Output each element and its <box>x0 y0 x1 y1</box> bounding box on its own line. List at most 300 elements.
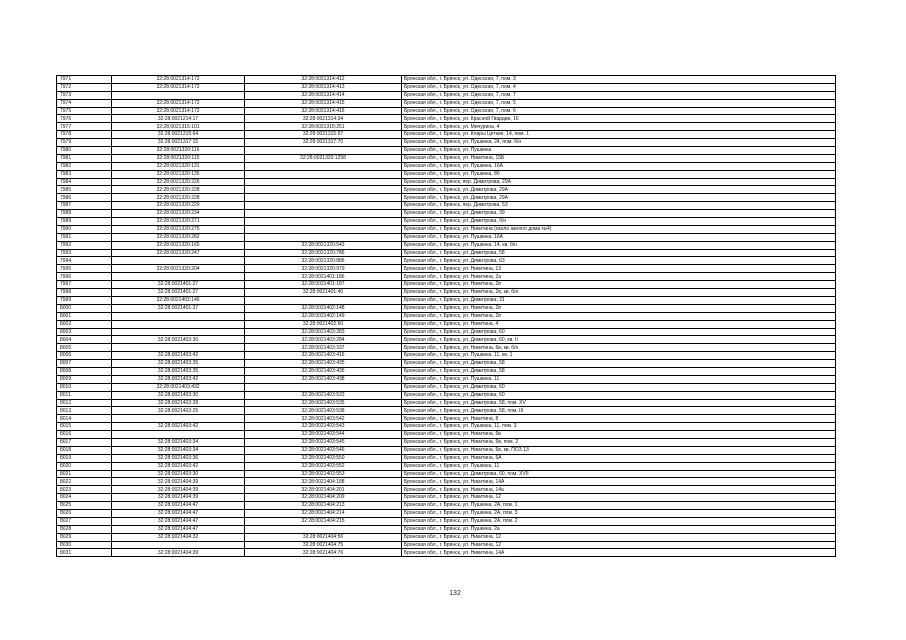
object-cadastral-number-cell: 32:28:0021403:550 <box>245 454 402 462</box>
address-cell: Брянская обл., г. Брянск, ул. Димитрова, 29А <box>402 194 836 202</box>
parcel-cadastral-number-cell: 32:28:0021320:116 <box>112 147 245 155</box>
address-cell: Брянская обл., г. Брянск, ул. Димитрова, 39 <box>402 210 836 218</box>
object-cadastral-number-cell: 32:28:0021404:209 <box>245 494 402 502</box>
object-cadastral-number-cell <box>245 186 402 194</box>
row-number-cell: 8025 <box>57 502 112 510</box>
object-cadastral-number-cell: 32:28:0021403:284 <box>245 336 402 344</box>
parcel-cadastral-number-cell: 32:28:0021403:432 <box>112 383 245 391</box>
object-cadastral-number-cell <box>245 194 402 202</box>
object-cadastral-number-cell <box>245 210 402 218</box>
address-cell: Брянская обл., г. Брянск, ул. Никитина (около жилого дома №4) <box>402 225 836 233</box>
address-cell: Брянская обл., г. Брянск, пер. Димитрова, 53 <box>402 202 836 210</box>
row-number-cell: 8002 <box>57 320 112 328</box>
address-cell: Брянская обл., г. Брянск, ул. Димитрова, 29А <box>402 186 836 194</box>
row-number-cell: 7990 <box>57 225 112 233</box>
parcel-cadastral-number-cell <box>112 320 245 328</box>
table-row <box>57 446 836 454</box>
table-row <box>57 328 836 336</box>
object-cadastral-number-cell <box>245 147 402 155</box>
table-row <box>57 241 836 249</box>
table-row <box>57 265 836 273</box>
parcel-cadastral-number-cell <box>112 431 245 439</box>
address-cell: Брянская обл., г. Брянск, ул. Пушкина, 11 <box>402 462 836 470</box>
address-cell: Брянская обл., г. Брянск, ул. Пушкина, 2А, пом. 2 <box>402 517 836 525</box>
object-cadastral-number-cell: 32:28:0021315:97 <box>245 131 402 139</box>
table-row <box>57 99 836 107</box>
table-row <box>57 533 836 541</box>
parcel-cadastral-number-cell: 32:28:0021404:39 <box>112 478 245 486</box>
address-cell: Брянская обл., г. Брянск, ул. Никитина, 6в, кв. б/н <box>402 344 836 352</box>
parcel-cadastral-number-cell: 32:28:0021320:271 <box>112 218 245 226</box>
address-cell: Брянская обл., г. Брянск, ул. Красной Гвардии, 16 <box>402 115 836 123</box>
object-cadastral-number-cell: 32:28:0021401:40 <box>245 289 402 297</box>
object-cadastral-number-cell: 32:28:0021403:283 <box>245 328 402 336</box>
address-cell: Брянская обл., г. Брянск, ул. Никитина, 2а <box>402 273 836 281</box>
parcel-cadastral-number-cell <box>112 91 245 99</box>
object-cadastral-number-cell <box>245 383 402 391</box>
object-cadastral-number-cell: 32:28:0021314:413 <box>245 83 402 91</box>
address-cell: Брянская обл., г. Брянск, ул. Никитина, 6А <box>402 454 836 462</box>
table-row <box>57 502 836 510</box>
table-row <box>57 462 836 470</box>
object-cadastral-number-cell: 32:28:0021403:544 <box>245 431 402 439</box>
address-cell: Брянская обл., г. Брянск, ул. Пушкина, 2А, пом. 3 <box>402 509 836 517</box>
row-number-cell: 8003 <box>57 328 112 336</box>
table-row <box>57 367 836 375</box>
table-row <box>57 383 836 391</box>
row-number-cell: 8026 <box>57 509 112 517</box>
row-number-cell: 8021 <box>57 470 112 478</box>
table-row <box>57 415 836 423</box>
address-cell: Брянская обл., г. Брянск, ул. Димитрова, 58, пом. III <box>402 407 836 415</box>
object-cadastral-number-cell: 32:28:0021403:533 <box>245 391 402 399</box>
table-row <box>57 336 836 344</box>
parcel-cadastral-number-cell: 32:28:0021320:229 <box>112 202 245 210</box>
address-cell: Брянская обл., г. Брянск, ул. Никитина, 12 <box>402 533 836 541</box>
object-cadastral-number-cell: 32:28:0021404:56 <box>245 533 402 541</box>
row-number-cell: 8023 <box>57 486 112 494</box>
address-cell: Брянская обл., г. Брянск, ул. Димитрова, 60 <box>402 328 836 336</box>
address-cell: Брянская обл., г. Брянск, ул. Никитина, 4 <box>402 320 836 328</box>
parcel-cadastral-number-cell: 32:28:0021317:15 <box>112 139 245 147</box>
parcel-cadastral-number-cell <box>112 312 245 320</box>
table-row <box>57 131 836 139</box>
table-row <box>57 549 836 557</box>
object-cadastral-number-cell <box>245 178 402 186</box>
address-cell: Брянская обл., г. Брянск, ул. Никитина, 14а <box>402 486 836 494</box>
row-number-cell: 7991 <box>57 233 112 241</box>
address-cell: Брянская обл., г. Брянск, ул. Пушкина, 11, пом. 3 <box>402 423 836 431</box>
row-number-cell: 7974 <box>57 99 112 107</box>
row-number-cell: 8011 <box>57 391 112 399</box>
parcel-cadastral-number-cell: 32:28:0021401:27 <box>112 289 245 297</box>
row-number-cell: 8027 <box>57 517 112 525</box>
object-cadastral-number-cell: 32:28:0021320:886 <box>245 257 402 265</box>
parcel-cadastral-number-cell: 32:28:0021401:27 <box>112 281 245 289</box>
address-cell: Брянская обл., г. Брянск, ул. Одесская, 7, пом. 4 <box>402 83 836 91</box>
address-cell: Брянская обл., г. Брянск, ул. Пушкина, 14, кв. б/н <box>402 241 836 249</box>
row-number-cell: 8017 <box>57 438 112 446</box>
row-number-cell: 7996 <box>57 273 112 281</box>
table-row <box>57 91 836 99</box>
address-cell: Брянская обл., г. Брянск, ул. Пушкина, 16А <box>402 233 836 241</box>
table-row <box>57 525 836 533</box>
object-cadastral-number-cell: 32:28:0021404:75 <box>245 541 402 549</box>
address-cell: Брянская обл., г. Брянск, ул. Пушкина, 16А <box>402 162 836 170</box>
parcel-cadastral-number-cell: 32:28:0021320:165 <box>112 241 245 249</box>
row-number-cell: 8016 <box>57 431 112 439</box>
object-cadastral-number-cell: 32:28:0021320:1258 <box>245 154 402 162</box>
object-cadastral-number-cell: 32:28:0021315:251 <box>245 123 402 131</box>
address-cell: Брянская обл., г. Брянск, ул. Пушкина, 11 <box>402 375 836 383</box>
parcel-cadastral-number-cell: 32:28:0021402:146 <box>112 296 245 304</box>
table-row <box>57 170 836 178</box>
parcel-cadastral-number-cell: 32:28:0021320:234 <box>112 210 245 218</box>
parcel-cadastral-number-cell: 32:28:0021403:30 <box>112 391 245 399</box>
table-row <box>57 423 836 431</box>
object-cadastral-number-cell: 32:28:0021403:438 <box>245 375 402 383</box>
parcel-cadastral-number-cell: 32:28:0021403:42 <box>112 352 245 360</box>
row-number-cell: 7999 <box>57 296 112 304</box>
object-cadastral-number-cell <box>245 296 402 304</box>
object-cadastral-number-cell <box>245 525 402 533</box>
address-cell: Брянская обл., г. Брянск, ул. Никитина, 14А <box>402 549 836 557</box>
object-cadastral-number-cell <box>245 233 402 241</box>
parcel-cadastral-number-cell: 32:28:0021404:39 <box>112 494 245 502</box>
row-number-cell: 8031 <box>57 549 112 557</box>
object-cadastral-number-cell: 32:28:0021401:186 <box>245 273 402 281</box>
row-number-cell: 7988 <box>57 210 112 218</box>
address-cell: Брянская обл., г. Брянск, ул. Никитина, 2в <box>402 281 836 289</box>
table-row <box>57 194 836 202</box>
table-row <box>57 115 836 123</box>
row-number-cell: 8014 <box>57 415 112 423</box>
parcel-cadastral-number-cell: 32:28:0021403:34 <box>112 438 245 446</box>
parcel-cadastral-number-cell <box>112 415 245 423</box>
table-row <box>57 375 836 383</box>
row-number-cell: 7975 <box>57 107 112 115</box>
object-cadastral-number-cell: 32:28:0021403:436 <box>245 367 402 375</box>
object-cadastral-number-cell: 32:28:0021404:213 <box>245 502 402 510</box>
parcel-cadastral-number-cell: 32:28:0021403:42 <box>112 423 245 431</box>
address-cell: Брянская обл., г. Брянск, ул. Пушкина <box>402 147 836 155</box>
table-row <box>57 107 836 115</box>
table-row <box>57 478 836 486</box>
address-cell: Брянская обл., г. Брянск, ул. Никитина, 6в <box>402 431 836 439</box>
address-cell: Брянская обл., г. Брянск, ул. Димитрова, 60, кв. II <box>402 336 836 344</box>
table-row <box>57 83 836 91</box>
parcel-cadastral-number-cell: 32:28:0021404:47 <box>112 517 245 525</box>
table-row <box>57 123 836 131</box>
object-cadastral-number-cell: 32:28:0021402:60 <box>245 320 402 328</box>
row-number-cell: 8030 <box>57 541 112 549</box>
address-cell: Брянская обл., г. Брянск, ул. Димитрова, 60, пом. XVII <box>402 470 836 478</box>
parcel-cadastral-number-cell: 32:28:0021404:47 <box>112 525 245 533</box>
parcel-cadastral-number-cell: 32:28:0021315:64 <box>112 131 245 139</box>
object-cadastral-number-cell: 32:28:0021404:76 <box>245 549 402 557</box>
parcel-cadastral-number-cell: 32:28:0021214:17 <box>112 115 245 123</box>
parcel-cadastral-number-cell: 32:28:0021320:228 <box>112 194 245 202</box>
row-number-cell: 8007 <box>57 360 112 368</box>
row-number-cell: 7979 <box>57 139 112 147</box>
row-number-cell: 7976 <box>57 115 112 123</box>
parcel-cadastral-number-cell <box>112 328 245 336</box>
parcel-cadastral-number-cell: 32:28:0021403:35 <box>112 360 245 368</box>
row-number-cell: 7981 <box>57 154 112 162</box>
row-number-cell: 8012 <box>57 399 112 407</box>
object-cadastral-number-cell: 32:28:0021403:538 <box>245 407 402 415</box>
parcel-cadastral-number-cell: 32:28:0021404:39 <box>112 549 245 557</box>
address-cell: Брянская обл., г. Брянск, ул. Пушкина, 8б <box>402 170 836 178</box>
row-number-cell: 7993 <box>57 249 112 257</box>
table-row <box>57 360 836 368</box>
address-cell: Брянская обл., г. Брянск, пер. Димитрова, 29А <box>402 178 836 186</box>
row-number-cell: 8015 <box>57 423 112 431</box>
object-cadastral-number-cell: 32:28:0021403:435 <box>245 360 402 368</box>
object-cadastral-number-cell: 32:28:0021403:337 <box>245 344 402 352</box>
object-cadastral-number-cell: 32:28:0021314:34 <box>245 115 402 123</box>
object-cadastral-number-cell <box>245 170 402 178</box>
table-row <box>57 509 836 517</box>
row-number-cell: 8019 <box>57 454 112 462</box>
parcel-cadastral-number-cell: 32:28:0021403:42 <box>112 375 245 383</box>
object-cadastral-number-cell: 32:28:0021404:201 <box>245 486 402 494</box>
row-number-cell: 7978 <box>57 131 112 139</box>
object-cadastral-number-cell <box>245 162 402 170</box>
table-row <box>57 438 836 446</box>
parcel-cadastral-number-cell: 32:28:0021404:47 <box>112 502 245 510</box>
table-row <box>57 470 836 478</box>
table-row <box>57 76 836 84</box>
address-cell: Брянская обл., г. Брянск, ул. Димитрова, 58 <box>402 360 836 368</box>
address-cell: Брянская обл., г. Брянск, ул. Димитрова, 58 <box>402 367 836 375</box>
address-cell: Брянская обл., г. Брянск, ул. Пушкина, 11, кв. 1 <box>402 352 836 360</box>
parcel-cadastral-number-cell: 32:28:0021403:34 <box>112 446 245 454</box>
parcel-cadastral-number-cell: 32:28:0021320:226 <box>112 178 245 186</box>
parcel-cadastral-number-cell <box>112 273 245 281</box>
row-number-cell: 8005 <box>57 344 112 352</box>
row-number-cell: 7973 <box>57 91 112 99</box>
table-row <box>57 541 836 549</box>
address-cell: Брянская обл., г. Брянск, ул. Никитина, 15Б <box>402 154 836 162</box>
address-cell: Брянская обл., г. Брянск, ул. Пушкина, 2а <box>402 525 836 533</box>
row-number-cell: 8010 <box>57 383 112 391</box>
table-row <box>57 257 836 265</box>
address-cell: Брянская обл., г. Брянск, ул. Димитрова, 58 <box>402 249 836 257</box>
address-cell: Брянская обл., г. Брянск, ул. Димитрова, 63 <box>402 257 836 265</box>
row-number-cell: 7987 <box>57 202 112 210</box>
table-row <box>57 186 836 194</box>
parcel-cadastral-number-cell: 32:28:0021320:131 <box>112 162 245 170</box>
table-row <box>57 225 836 233</box>
table-row <box>57 233 836 241</box>
address-cell: Брянская обл., г. Брянск, ул. Одесская, 7, пом. 3 <box>402 76 836 84</box>
object-cadastral-number-cell: 32:28:0021402:149 <box>245 312 402 320</box>
parcel-cadastral-number-cell: 32:28:0021320:204 <box>112 265 245 273</box>
row-number-cell: 8009 <box>57 375 112 383</box>
table-row <box>57 486 836 494</box>
parcel-cadastral-number-cell: 32:28:0021314:172 <box>112 83 245 91</box>
table-row <box>57 304 836 312</box>
table-row <box>57 320 836 328</box>
address-cell: Брянская обл., г. Брянск, ул. Никитина, 12 <box>402 541 836 549</box>
row-number-cell: 7995 <box>57 265 112 273</box>
object-cadastral-number-cell: 32:28:0021402:148 <box>245 304 402 312</box>
page-number: 132 <box>449 590 461 597</box>
row-number-cell: 7989 <box>57 218 112 226</box>
address-cell: Брянская обл., г. Брянск, ул. Димитрова, б/н <box>402 218 836 226</box>
parcel-cadastral-number-cell: 32:28:0021320:135 <box>112 170 245 178</box>
table-row <box>57 352 836 360</box>
row-number-cell: 7994 <box>57 257 112 265</box>
object-cadastral-number-cell: 32:28:0021314:415 <box>245 99 402 107</box>
table-row <box>57 139 836 147</box>
address-cell: Брянская обл., г. Брянск, ул. Димитрова, 58, пом. XV <box>402 399 836 407</box>
table-row <box>57 517 836 525</box>
parcel-cadastral-number-cell: 32:28:0021403:42 <box>112 462 245 470</box>
address-cell: Брянская обл., г. Брянск, ул. Никитина, 6в, пом. 2 <box>402 438 836 446</box>
row-number-cell: 8000 <box>57 304 112 312</box>
object-cadastral-number-cell <box>245 218 402 226</box>
row-number-cell: 8029 <box>57 533 112 541</box>
table-row <box>57 312 836 320</box>
parcel-cadastral-number-cell: 32:28:0021320:247 <box>112 249 245 257</box>
table-row <box>57 431 836 439</box>
table-row <box>57 154 836 162</box>
row-number-cell: 7997 <box>57 281 112 289</box>
object-cadastral-number-cell: 32:28:0021314:416 <box>245 107 402 115</box>
row-number-cell: 7992 <box>57 241 112 249</box>
object-cadastral-number-cell: 32:28:0021403:535 <box>245 399 402 407</box>
row-number-cell: 7972 <box>57 83 112 91</box>
row-number-cell: 7977 <box>57 123 112 131</box>
object-cadastral-number-cell: 32:28:0021404:188 <box>245 478 402 486</box>
address-cell: Брянская обл., г. Брянск, ул. Никитина, 13 <box>402 265 836 273</box>
row-number-cell: 8006 <box>57 352 112 360</box>
row-number-cell: 8020 <box>57 462 112 470</box>
address-cell: Брянская обл., г. Брянск, ул. Никитина, 2в <box>402 304 836 312</box>
table-row <box>57 344 836 352</box>
address-cell: Брянская обл., г. Брянск, ул. Никитина, 14А <box>402 478 836 486</box>
address-cell: Брянская обл., г. Брянск, ул. Одесская, 7, пом. 5 <box>402 99 836 107</box>
parcel-cadastral-number-cell <box>112 344 245 352</box>
row-number-cell: 7980 <box>57 147 112 155</box>
parcel-cadastral-number-cell: 32:28:0021314:172 <box>112 76 245 84</box>
address-cell: Брянская обл., г. Брянск, ул. Клары Цеткин, 14, пом. 1 <box>402 131 836 139</box>
parcel-cadastral-number-cell: 32:28:0021320:115 <box>112 154 245 162</box>
parcel-cadastral-number-cell: 32:28:0021403:35 <box>112 367 245 375</box>
row-number-cell: 7985 <box>57 186 112 194</box>
table-row <box>57 162 836 170</box>
table-row <box>57 210 836 218</box>
table-row <box>57 494 836 502</box>
parcel-cadastral-number-cell: 32:28:0021404:47 <box>112 509 245 517</box>
parcel-cadastral-number-cell: 32:28:0021315:101 <box>112 123 245 131</box>
object-cadastral-number-cell: 32:28:0021320:786 <box>245 249 402 257</box>
table-row <box>57 218 836 226</box>
address-cell: Брянская обл., г. Брянск, ул. Димитрова, 60 <box>402 383 836 391</box>
parcel-cadastral-number-cell: 32:28:0021314:172 <box>112 99 245 107</box>
table-row <box>57 407 836 415</box>
object-cadastral-number-cell: 32:28:0021320:979 <box>245 265 402 273</box>
object-cadastral-number-cell: 32:28:0021404:215 <box>245 517 402 525</box>
row-number-cell: 7971 <box>57 76 112 84</box>
parcel-cadastral-number-cell: 32:28:0021320:228 <box>112 186 245 194</box>
row-number-cell: 8004 <box>57 336 112 344</box>
object-cadastral-number-cell: 32:28:0021404:214 <box>245 509 402 517</box>
row-number-cell: 8028 <box>57 525 112 533</box>
address-cell: Брянская обл., г. Брянск, ул. Пушкина, 24, пом. б/н <box>402 139 836 147</box>
registry-table-body <box>57 76 836 557</box>
row-number-cell: 7983 <box>57 170 112 178</box>
parcel-cadastral-number-cell <box>112 541 245 549</box>
address-cell: Брянская обл., г. Брянск, ул. Мичурина, 4 <box>402 123 836 131</box>
registry-table <box>56 75 836 557</box>
address-cell: Брянская обл., г. Брянск, ул. Никитина, 2в, кв. б/н <box>402 289 836 297</box>
object-cadastral-number-cell: 32:28:0021320:543 <box>245 241 402 249</box>
row-number-cell: 7984 <box>57 178 112 186</box>
address-cell: Брянская обл., г. Брянск, ул. Никитина, 12 <box>402 494 836 502</box>
object-cadastral-number-cell: 32:28:0021403:552 <box>245 462 402 470</box>
address-cell: Брянская обл., г. Брянск, ул. Одесская, 7, пом. 7 <box>402 91 836 99</box>
row-number-cell: 8022 <box>57 478 112 486</box>
parcel-cadastral-number-cell: 32:28:0021314:172 <box>112 107 245 115</box>
address-cell: Брянская обл., г. Брянск, ул. Никитина, 2в <box>402 312 836 320</box>
object-cadastral-number-cell: 32:28:0021403:545 <box>245 438 402 446</box>
table-row <box>57 296 836 304</box>
object-cadastral-number-cell <box>245 202 402 210</box>
parcel-cadastral-number-cell: 32:28:0021403:28 <box>112 399 245 407</box>
parcel-cadastral-number-cell: 32:28:0021401:37 <box>112 304 245 312</box>
object-cadastral-number-cell: 32:28:0021401:187 <box>245 281 402 289</box>
object-cadastral-number-cell <box>245 225 402 233</box>
object-cadastral-number-cell: 32:28:0021314:414 <box>245 91 402 99</box>
table-row <box>57 202 836 210</box>
table-row <box>57 249 836 257</box>
address-cell: Брянская обл., г. Брянск, ул. Димитрова, 31 <box>402 296 836 304</box>
address-cell: Брянская обл., г. Брянск, ул. Никитина, 6в, кв. ПОЗ 13 <box>402 446 836 454</box>
object-cadastral-number-cell: 32:28:0021314:412 <box>245 76 402 84</box>
row-number-cell: 7986 <box>57 194 112 202</box>
parcel-cadastral-number-cell: 32:28:0021404:32 <box>112 533 245 541</box>
address-cell: Брянская обл., г. Брянск, ул. Одесская, 7, пом. 6 <box>402 107 836 115</box>
object-cadastral-number-cell: 32:28:0021403:542 <box>245 415 402 423</box>
parcel-cadastral-number-cell: 32:28:0021404:39 <box>112 486 245 494</box>
row-number-cell: 7998 <box>57 289 112 297</box>
address-cell: Брянская обл., г. Брянск, ул. Димитрова, 60 <box>402 391 836 399</box>
table-row <box>57 289 836 297</box>
parcel-cadastral-number-cell: 32:28:0021320:282 <box>112 233 245 241</box>
table-row <box>57 273 836 281</box>
table-row <box>57 399 836 407</box>
row-number-cell: 8024 <box>57 494 112 502</box>
table-row <box>57 281 836 289</box>
row-number-cell: 8008 <box>57 367 112 375</box>
object-cadastral-number-cell: 32:28:0021403:543 <box>245 423 402 431</box>
table-row <box>57 147 836 155</box>
row-number-cell: 8001 <box>57 312 112 320</box>
parcel-cadastral-number-cell: 32:28:0021403:30 <box>112 470 245 478</box>
row-number-cell: 8013 <box>57 407 112 415</box>
row-number-cell: 8018 <box>57 446 112 454</box>
parcel-cadastral-number-cell: 32:28:0021403:30 <box>112 336 245 344</box>
address-cell: Брянская обл., г. Брянск, ул. Никитина, 8 <box>402 415 836 423</box>
object-cadastral-number-cell: 32:28:0021317:70 <box>245 139 402 147</box>
table-row <box>57 391 836 399</box>
parcel-cadastral-number-cell <box>112 257 245 265</box>
row-number-cell: 7982 <box>57 162 112 170</box>
address-cell: Брянская обл., г. Брянск, ул. Пушкина, 2А, пом. 1 <box>402 502 836 510</box>
